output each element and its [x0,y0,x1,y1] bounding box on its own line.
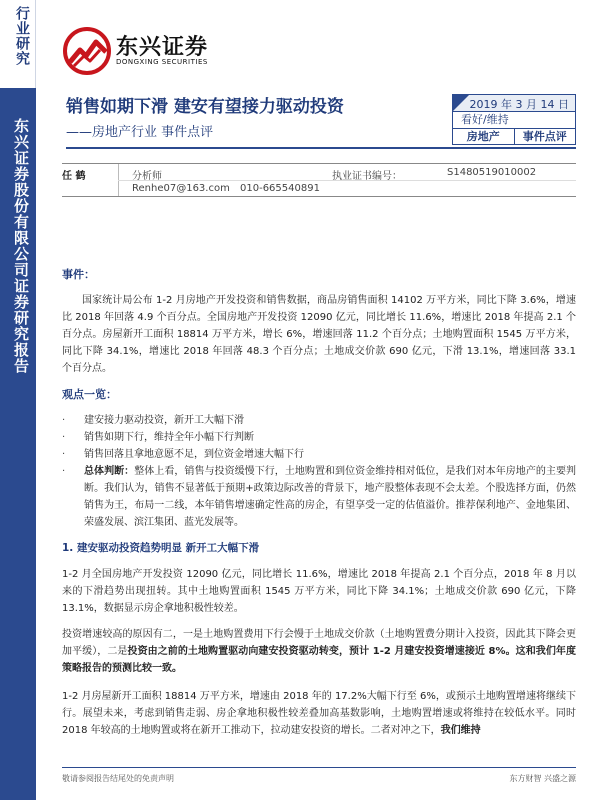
report-rating: 看好/维持 [452,112,576,128]
company-logo [62,26,222,76]
view-bullet-2: 销售如期下行，维持全年小幅下行判断 [84,432,254,443]
analyst-email[interactable]: Renhe07@163.com [132,183,230,194]
report-subtitle: ——房地产行业 事件点评 [66,125,214,140]
report-meta [452,94,576,145]
section1-paragraph-2 [62,626,576,677]
section1-p3-bold: 我们维持 [440,725,481,736]
sidebar-top-label: 行业研究 [14,6,30,66]
list-item [62,412,576,429]
meta-tags [452,128,576,145]
list-item [62,463,576,531]
tag-type: 事件点评 [522,130,567,143]
analyst-name: 任 鹤 [62,171,86,182]
view-bullet-1: 建安接力驱动投资，新开工大幅下滑 [84,415,244,426]
analyst-info [62,163,576,197]
logo-name-cn: 东兴证券 [116,35,209,60]
event-body: 国家统计局公布 1-2 月房地产开发投资和销售数据，商品房销售面积 14102 万平方米，同比下降 3.6%，增速比 2018 年回落 4.9 个百分点。全国房地产开发投资 12090 亿元，同比增长 11.6%，增速比 2018 年提高 2.1 个百分点。房屋新开工面积 18814 万平方米，增长 6%，增速回落 11.2 个百分点；土地购置面积 1545 万平方米，同比下降 34.1%，增速比 2018 年回落 48.3 个百分点；土地成交价款 690 亿元，下滑 13.1%，增速回落 33.1 个百分点。 [62,295,576,374]
view-bullet-3: 销售回落且拿地意愿不足，到位资金增速大幅下行 [84,449,304,460]
list-item [62,429,576,446]
section1-paragraph-1: 1-2 月全国房地产开发投资 12090 亿元，同比增长 11.6%，增速比 2018 年提高 2.1 个百分点，2018 年 8 月以来的下滑趋势出现扭转。其中土地购置面积 1545 万平方米，同比下降 34.1%；土地成交价款 690 亿元，下降 13.1%，数据显示房企拿地积极性较差。 [62,569,576,614]
section1-p2-text: 投资增速较高的原因有二，一是土地购置费用下行会慢于土地成交价款（土地购置费分期计入投资，因此其下降会更加平缓），二是 [62,629,576,657]
bullet-icon: · [62,415,66,426]
bullet-icon: · [62,466,66,477]
sidebar-vertical-label: 东兴证券股份有限公司证券研究报告 [12,118,30,374]
summary-label: 总体判断： [84,466,135,477]
sidebar-top [0,0,36,88]
report-title: 销售如期下滑 建安有望接力驱动投资 [66,97,344,117]
report-date: 2019 年 3 月 14 日 [469,98,569,111]
section1-heading: 1. 建安驱动投资趋势明显 新开工大幅下滑 [62,542,260,554]
meta-corner-icon [453,95,469,111]
title-divider [66,147,576,149]
analyst-cert-number: S1480519010002 [447,167,537,178]
footer-disclaimer: 敬请参阅报告结尾处的免责声明 [62,774,174,783]
footer-slogan: 东方财智 兴盛之源 [509,774,576,783]
sidebar-vertical [0,88,36,800]
analyst-cert-label: 执业证书编号： [332,171,402,182]
logo-emblem-icon [62,26,112,76]
list-item [62,446,576,463]
summary-text: 整体上看，销售与投资缓慢下行，土地购置和到位资金维持相对低位，是我们对本年房地产的主要判断。我们认为，销售不显著低于预期+政策边际改善的背景下，地产股整体表现不会太差。个股选择方面，仍然销售为王，布局一二线，本年销售增速确定性高的房企，有望享受一定的估值溢价。推荐保利地产、金地集团、荣盛发展、滨江集团、蓝光发展等。 [84,466,577,528]
bullet-icon: · [62,432,66,443]
views-heading: 观点一览： [62,388,117,401]
analyst-phone: 010-665540891 [240,183,320,194]
meta-date-row [452,94,576,112]
section1-paragraph-3 [62,688,576,739]
section1-p3-text: 1-2 月房屋新开工面积 18814 万平方米，增速由 2018 年的 17.2%大幅下行至 6%，或预示土地购置增速将继续下行。展望未来，考虑到销售走弱、房企拿地积极性较差叠加高基数影响，土地购置增速或将维持在较低水平。同时 2018 年较高的土地购置或将在新开工推动下，拉动建安投资的增长。二者对冲之下， [62,691,576,736]
analyst-role: 分析师 [132,171,162,182]
section1-p2-bold: 投资由之前的土地购置驱动向建安投资驱动转变，预计 1-2 月建安投资增速接近 8%。这和我们年度策略报告的预测比较一致。 [62,646,576,674]
event-heading: 事件： [62,268,95,281]
logo-name-en: DONGXING SECURITIES [116,58,208,66]
tag-sector: 房地产 [453,129,515,144]
bullet-icon: · [62,449,66,460]
footer-divider [62,767,576,768]
views-list [62,412,576,531]
